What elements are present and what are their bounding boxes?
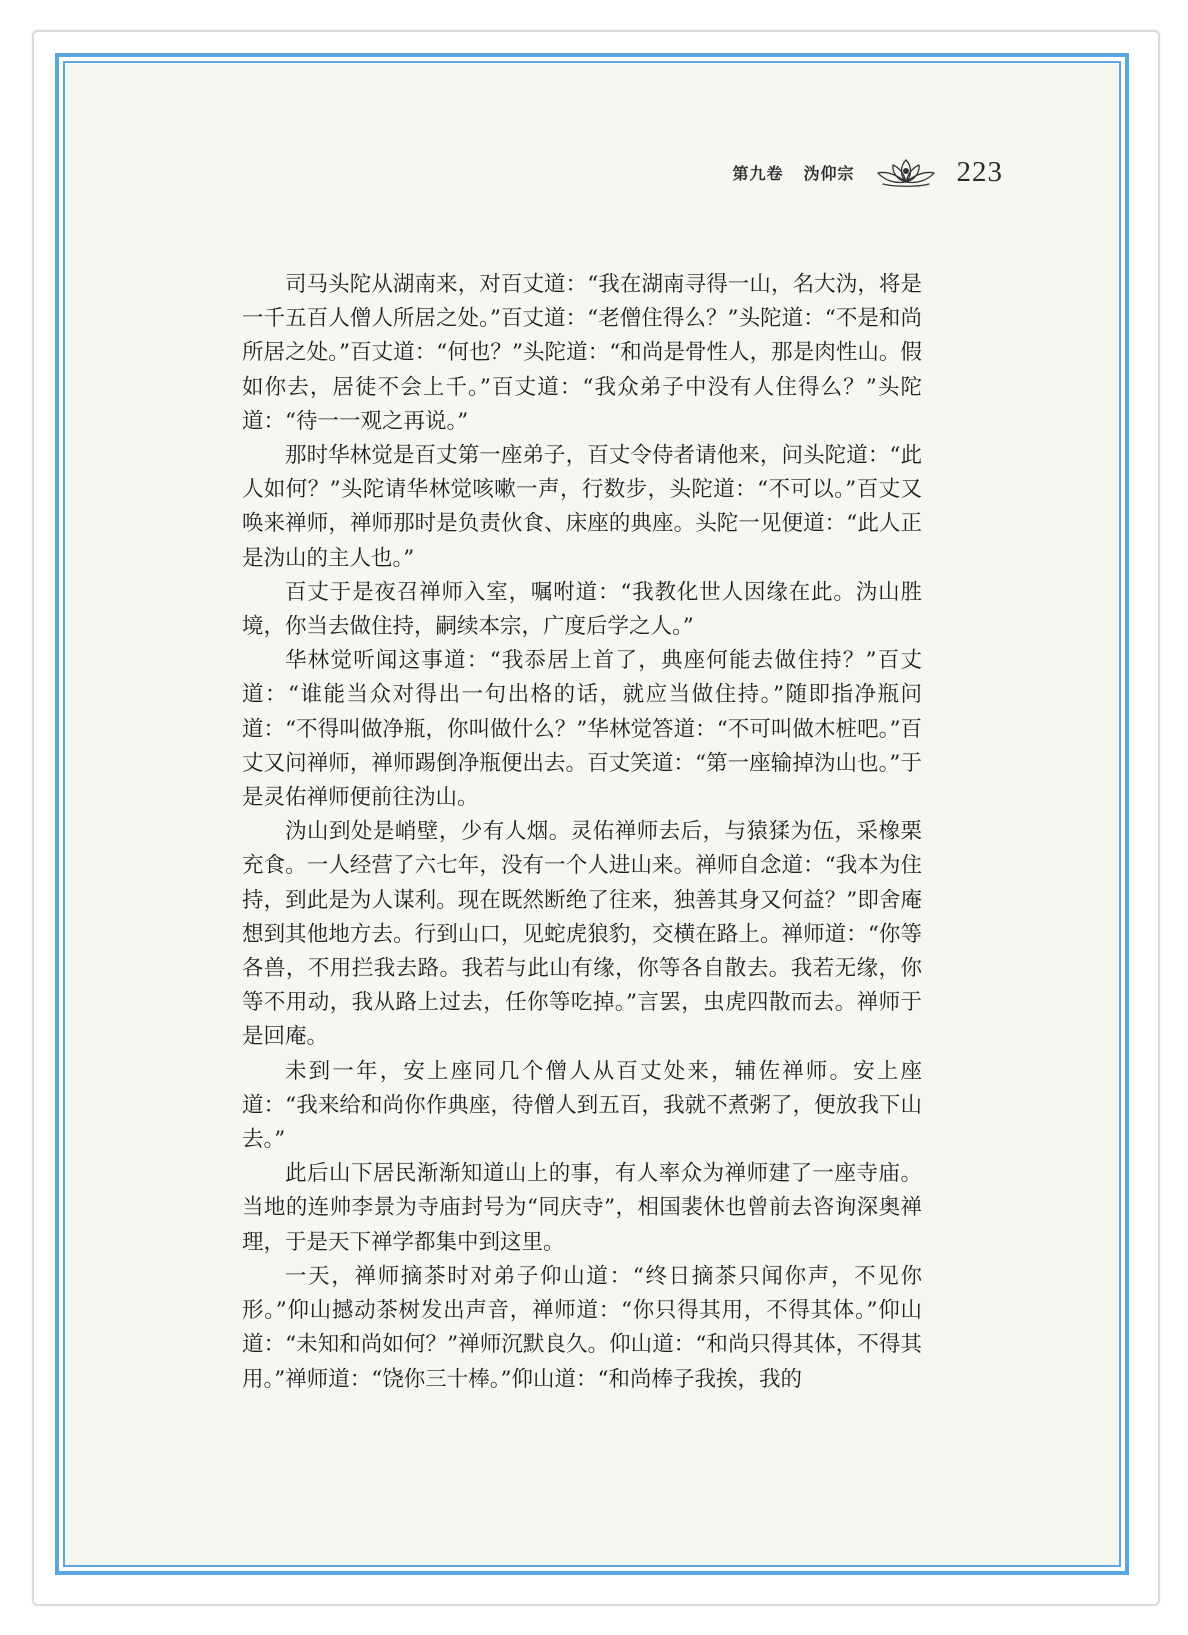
paragraph: 司马头陀从湖南来，对百丈道：“我在湖南寻得一山，名大沩，将是一千五百人僧人所居之处。”百丈道：“老僧住得么？”头陀道：“不是和尚所居之处。”百丈道：“何也？”头陀道：“和尚是骨性人，那是肉性山。假如你去，居徒不会上千。”百丈道：“我众弟子中没有人住得么？”头陀道：“待一一观之再说。”: [242, 272, 922, 434]
paragraph: 华林觉听闻这事道：“我忝居上首了，典座何能去做住持？”百丈道：“谁能当众对得出一句出格的话，就应当做住持。”随即指净瓶问道：“不得叫做净瓶，你叫做什么？”华林觉答道：“不可叫做木桩吧。”百丈又问禅师，禅师踢倒净瓶便出去。百丈笑道：“第一座输掉沩山也。”于是灵佑禅师便前往沩山。: [242, 648, 922, 811]
running-header: [732, 155, 1003, 189]
paragraph: 一天，禅师摘茶时对弟子仰山道：“终日摘茶只闻你声，不见你形。”仰山撼动茶树发出声音，禅师道：“你只得其用，不得其体。”仰山道：“未知和尚如何？”禅师沉默良久。仰山道：“和尚只得其体，不得其用。”禅师道：“饶你三十棒。”仰山道：“和尚棒子我挨，我的: [242, 1263, 922, 1392]
lotus-icon: [875, 156, 937, 188]
paragraph: 百丈于是夜召禅师入室，嘱咐道：“我教化世人因缘在此。沩山胜境，你当去做住持，嗣续本宗，广度后学之人。”: [242, 579, 922, 640]
paragraph: 那时华林觉是百丈第一座弟子，百丈令侍者请他来，问头陀道：“此人如何？”头陀请华林觉咳嗽一声，行数步，头陀道：“不可以。”百丈又唤来禅师，禅师那时是负责伙食、床座的典座。头陀一见便道：“此人正是沩山的主人也。”: [242, 443, 922, 571]
page-number: 223: [956, 155, 1003, 188]
volume-label: 第九卷: [732, 163, 784, 183]
chapter-label: 沩仰宗: [803, 163, 855, 183]
paragraph: 此后山下居民渐渐知道山上的事，有人率众为禅师建了一座寺庙。当地的连帅李景为寺庙封号为“同庆寺”，相国裴休也曾前去咨询深奥禅理，于是天下禅学都集中到这里。: [242, 1161, 922, 1255]
paragraph: 未到一年，安上座同几个僧人从百丈处来，辅佐禅师。安上座道：“我来给和尚你作典座，待僧人到五百，我就不煮粥了，便放我下山去。”: [242, 1058, 922, 1153]
body-text: [242, 268, 922, 1397]
paragraph: 沩山到处是峭壁，少有人烟。灵佑禅师去后，与猿猱为伍，采橡栗充食。一人经营了六七年，没有一个人进山来。禅师自念道：“我本为住持，到此是为人谋利。现在既然断绝了往来，独善其身又何益？”即舍庵想到其他地方去。行到山口，见蛇虎狼豹，交横在路上。禅师道：“你等各兽，不用拦我去路。我若与此山有缘，你等各自散去。我若无缘，你等不用动，我从路上过去，任你等吃掉。”言罢，虫虎四散而去。禅师于是回庵。: [242, 819, 922, 1050]
